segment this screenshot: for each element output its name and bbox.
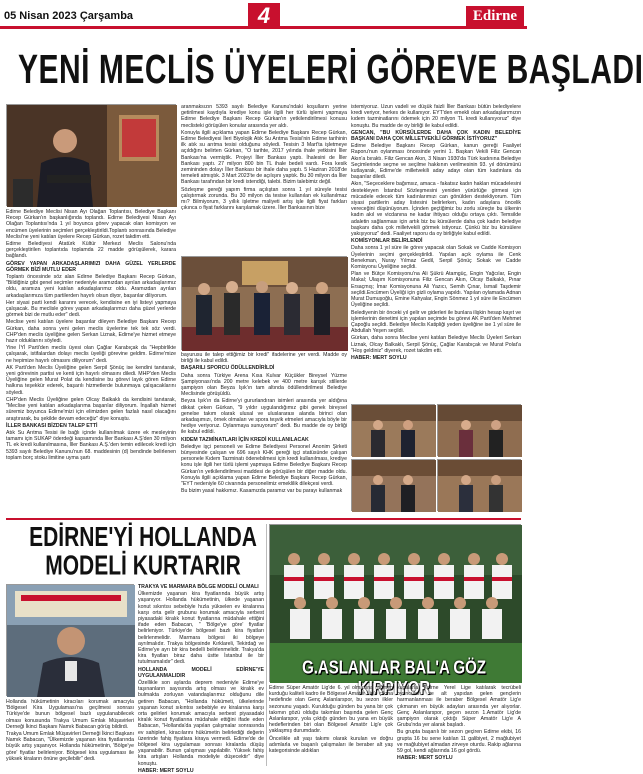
story2-title-line-1: EDİRNE'Yİ HOLLANDA [29, 522, 257, 553]
story1-paragraph: Belediyenin bir önceki yıl gelir ve giderleri ile bunlara ilişkin hesap kayıt ve işlemlerinin denetimi için yapılan seçimde bu görevi AK Parti'den Mehmet Çapoğlu seçildi. Belediye Meclis Katipliği yeden üyeliğine ise 1 yıl süre ile Abdullah Yeşen seçildi. [351, 309, 521, 335]
story1-subheading: İLLER BANKASI BİZDEN TALEP ETTİ [6, 422, 98, 429]
story1-paragraph: bayurusu ile talep ettiğimiz bir kredi" ifadelerine yer verdi. Madde oy birliği ile kabul edildi. [181, 352, 347, 365]
story1-paragraph: Belediye işçi personeli ve Edirne Belediyesi Personel Anonim Şirketi bünyesinde çalışan ve 696 sayılı KHK gereği işçi statüsünde çalışan personele Kıdem Tazminatı ödenebilmesi için kredi kullanılması, krediye konu işle ilgili her türlü işlemi yapmaya Edirne Belediye Başkanı Recep Gürkan'ın yetkilendirilmesi maddesi de görüşülen bir diğer madde oldu. Konuyla ilgili açıklama yapan Edirne Belediye Başkanı Recep Gürkan, "EYT nedeniyle 60 civarında personelimiz emeklilik dilekçesi verdi. [181, 443, 347, 488]
column-divider [266, 524, 267, 766]
story1-paragraph: Daha sonra 1 yıl süre ile görev yapacak olan Sokak ve Cadde Komisyon Üyelerinin seçimi gerçekleştirildi. Yapılan açık oylama ile Cenk Benekman, Nuray Yılmaz Gedil, Serpil Şönüç Sokak ve Cadde Komisyonu Üyeliğine seçildi. [351, 245, 521, 271]
story1-subheading: BAŞARILI SPORCU ÖDÜLLENDİRİLDİ [181, 365, 275, 372]
page-number: 4 [248, 3, 280, 29]
mayor-photo [6, 104, 176, 206]
council-group-photo-image [182, 257, 348, 351]
page-header [0, 0, 527, 30]
story1-subheading: GENCAN, "BU KÜRSÜLERDE DAHA ÇOK KADIN BELEDİYE BAŞKANI DAHA ÇOK MİLLETVEKİLİ GÖRMEK İSTİYORUZ" [351, 129, 521, 143]
story1-paragraph: Her siyasi parti kendi kararını verecek, kendisine en iyi listeyi yapmaya çalışacak. Bu meclisle görev yapan arkadaşlarımızı daha güzel yerlerde görmek bizi de mutlu eder" dedi. [6, 299, 176, 319]
newspaper-logo: Edirne [466, 6, 524, 26]
story1-paragraph: Akın, "Seçeceklere bağımsız, amaca - fakatsız kadın hakları mücadelesini destekleyen İstanbul Sözleşmesini yeniden yürürlüğe girmesi için mücadele edecek tüm kadınlarımızı can gönülden destekliyorum. Tüm siyasi partilerin aday listesini belirlerken, kadın adaylara öncelik vereceğini düşünüyorum. İçinden geçtiğimiz bu zorlu süreçte bu ülkenin kadın akıl ve vicdanına ne kadar ihtiyacı olduğu ortaya çıktı. Temsilde adaletin sağlanması için artık biz bu kürsülerde daha çok kadın belediye başkanı daha çok milletvekili görmek istiyoruz. Çünkü biz bu kürsülere yakışıyoruz" dedi. Faaliyet raporu da oy birliğiyle kabul edildi. [351, 181, 521, 238]
story1-paragraph: Bu bizim yasal hakkımız. Kasamızda paramız var bu parayı kullanmak [181, 488, 343, 495]
story1-paragraph: Gürkan, daha sonra Meclise yeni katılan Belediye Meclis Üyeleri Serkan Liznak, Olcay Balkaklı, Serpil Şönüç, Çağlar Karabıçak ve Murat Polat'a "Hoş geldiniz" diyerek, rozet takdim etti. [351, 335, 521, 354]
story2-column-2 [138, 584, 264, 774]
story1-column-2-top [181, 104, 347, 254]
story1-paragraph: Toplantı öncesinde söz alan Edirne Belediye Başkanı Recep Gürkan, "Bildiğiniz gibi genel seçimler nedeniyle aramızdan ayrılan arkadaşlarımız oldu, aramıza yeni katılan arkadaşlarımız oldu. Aramızdan ayrılan arkadaşlarımıza tüm partilerden hayırlı olsun diyor, başarılar diliyorum. [6, 274, 176, 299]
story1-photo-caption: Edirne Belediye Meclisi Nisan Ayı Olağan Toplantısı, Belediye Başkanı Recep Gürkan'ın başkanlığında toplandı. Edirne Belediyesi Nisan Ayı Olağan Toplantısı'nda 1 yıl boyunca görev yapacak olan komisyon ve encümen üyelerinin seçimleri gerçekleştirildi.Toplantı sonrasında Belediye Meclisi'ne yeni katılan üyelere Recep Gürkan, rozet takdim etti. [6, 209, 176, 240]
babacan-photo [6, 584, 134, 696]
story3-title: G.ASLANLAR BAL'A GÖZ KIRPIYOR [302, 658, 486, 699]
story3-paragraph: Edirne Süper Amatör Lig'de 6. yıl olmasına rağmen kurduğu kaliteli kadro ile Bölgesel Amatör Lig'e çıkma hedefinde olan Genç Aslanlarspor, bu sezon ilkler sezonunu yaşadı. Kurulduğu günden bu yana bir çok takımın gözü olduğu takımları başında gelen Genç Aslanlarspor, yola çıktığı günden bu yana en büyük hedeflerinden biri olan Bölgesel Amatör Lig'e çok yaklaşmış durumdadır. [269, 685, 393, 735]
story2-photo-caption: Hollanda hükümetinin kiracıları korumak amacıyla 'Bölgesel Kira Uygulaması'na geçilmesi sonrası Türkiye'de bunun bölgesel bazlı uygulanabilecek olması konusunda Trakya Umum Emlak Müşavirleri Derneği İkinci Başkanı Namık Babacan görüş bildirdi. [6, 699, 134, 730]
story2-paragraph: Trakya Umum Emlak Müşavirleri Derneği İkinci Başkanı Namık Babacan, "Ülkemizde yaşanan kira fiyatlarında büyük artış yaşanıyor. Hollanda hükümetinin, 'Bölge'ye göre' fiyatlar belirleniyor. Bölgesel kira uygulaması ile yüksek kiraların önüne geçilebilir" dedi. [6, 731, 134, 762]
story3-paragraph: Öncelikle alt yaşı takımı olarak kurulan ve doğru adımlarla ve başarılı çalışmaları ile beraber alt yaş kategorisinde aldıkları [269, 735, 393, 755]
issue-date: 05 Nisan 2023 Çarşamba [4, 10, 134, 22]
council-photo-small-3 [351, 459, 435, 511]
story2-title-line-2: MODELİ KURTARIR [45, 551, 241, 582]
story1-subheading: KIDEM TAZMİNATLARI İÇİN KREDİ KULLANILACAK [181, 436, 309, 443]
council-photo-small-4 [437, 459, 521, 511]
story2-paragraph: Özellikle son aylarda deprem nedeniyle Edirne'ye taşınanların sayısında artış olması ve kiralık ev bulmakta zorluyan vatandaşlarımız olduğunu dile getiren Babacan, "Hollanda hükümeti, ülkelerinde yaşanan konut sıkıntısı sebebiyle ev kiralarına karşı orta gelirleri korumak amacıyla serbest piyasadaki kiralık konut fiyatlarına müdahale ettiğini ifade eden Babacan, "Hollanda'da yapılan çalışmalar sonrasında ev sahipleri, kiracılarını hükümetin belirlediği değerin üzerinde fahiş fiyatlara kiraya vermedi. Edirne'de de bölgesel kira uygulaması sonrası kiralarda düşüş yaşanabilir. Bunun çalışması yapılabilir. Yüksek fahiş kira artışları Hollanda modeliyle düşecektir" diye konuştu. [138, 680, 264, 767]
story1-paragraph: Edirne Belediye Başkanı Recep Gürkan, kanun gereği Faaliyet Raporu'nun oylanması öncesinde yerini 1. Başkan Vekili Filiz Gencan Akın'a bıraktı. Filiz Gencan Akın, 3 Nisan 1930'da Türk kadınına Belediye Seçimlerinde seçme ve seçilme hakkının verilmesinin 93. yıl dönümünü kutlayarak, Edirne'de milletvekili aday adayı olan tüm kadınlara da başarılar diledi. [351, 143, 521, 181]
story3-column-1 [269, 685, 393, 766]
story2-title [8, 524, 278, 581]
story1-paragraph: istemiyoruz. Uzun vadeli ve düşük faizli İller Bankası bütün belediyelere kredi veriyor, herkes de kullanıyor. EYT'den emekli olan arkadaşlarımızın kıdem tazminatlarını ödemek için 20 milyon TL kredi kullanıyoruz" diye konuştu. Bu madde de oy birliği ile kabul edildi. [351, 104, 521, 129]
story3-column-2 [397, 685, 521, 766]
story1-paragraph: Konuyla ilgili açıklama yapan Edirne Belediye Başkanı Recep Gürkan, Edirne Belediyesi İleri Biyolojik Atık Su Arıtma Tesisi'nin Edirne tarihinin ilk atık su arıtma tesisi olduğunu söyledi. Tesisin 3 Mart'ta işletmeye açıldığını belirten Gürkan, "O tarihte, 2017 yılında ihale yetkisini İller Bankası'na vermiştik. Projeyi İller Bankası yaptı. İhalesini de İller Bankası yaptı. 27 milyon 800 bin TL ihale bedeli vardı. Fora kesik zemininden dolayı İller Bankası bir ihale daha yaptı. 5 Haziran 2018'de temeleti atmıştık. 3 Mart 2023'te de açılışını yaptık. Bu 30 milyon da İller Bankası tarafından bir kredi istendiği, talebi. Bizim talebimiz değil. [181, 129, 347, 186]
council-group-photo [181, 256, 347, 350]
story1-paragraph: Edirne Belediyesi Atatürk Kültür Merkezi Meclis Salonu'nda gerçekleştirilen toplantıda toplamda 22 madde görüşülerek, karara bağlandı. [6, 241, 176, 260]
story2-column-1 [6, 699, 134, 766]
story1-paragraph: aranmaksızın 5393 sayılı Belediye Kanunu'ndaki koşulların yerine getirilmesi kaydıyla krediye konu işle ilgili her türlü işlemi yapmaya Edirne Belediye Başkanı Recep Gürkan'ın yetkilendirilmesi konusu meclisteki görüşülen konular arasında yer aldı. [181, 104, 347, 129]
story1-paragraph: Sözleşme gereği yapım firma açılıştan sonra 1 yıl süreyle tesisi çalıştırmak zorunda. Bu 30 milyon da tesise kullanılan ek kullanılmaz mı? Bilmiyorum, 3 yıllık işletme maliyeti artış işle ilgili fiyat farkları çıkınca o fiyat farklarını karşılamak üzere. İller Bankasının bize [181, 186, 347, 212]
story3-paragraph: Bu grupta başarılı bir sezon geçiren Edirne ekibi, 16 grupta 16 bu sene katılan 11 galibiyet, 2 mağlubiyet ve mağlubiyet almadan zirveye oturdu. Rakip ağlarına 59 gol, kendi ağlarında 16 gol gördü. [397, 729, 521, 755]
story1-column-3 [351, 104, 521, 401]
mayor-photo-image [7, 105, 177, 207]
story1-column-2-bottom [181, 352, 347, 514]
story1-subheading: KOMİSYONLAR BELİRLENDİ [351, 238, 423, 245]
council-photo-small-1 [351, 404, 435, 456]
story2-paragraph: Ülkemizde yaşanan kira fiyatlarında büyük artış yaşanıyor. Hollanda hükümetinin, ülkede yaşanan konut sıkıntısı sebebiyle hızla yükselen ev kiralarına karşı orta gelir grubunu korumak amacıyla serbest piyasadaki kiralık konut fiyatlarına müdahale ettiğini ifade eden Babacan, " 'Bölge'ye göre' fiyatlar belirleniyor. Türkiye'de bölgesel bazlı kira fiyatları belirlenmelidir. Marmara bölgesi iki bölgeye ayrılmalıdır. Trakya bölgesinde Kırklareli, Tekirdağ ve Edirne'ye ayrı bir kira bedelli belirlenmelidir. Trakya'da kira fiyatları biraz daha üstte İstanbul ile bir tutulmamalıdır" dedi. [138, 591, 264, 666]
section-divider [6, 518, 521, 520]
council-photo-small-1-image [352, 405, 436, 457]
story1-paragraph: Yine İYİ Parti'den meclis üyesi olan Çağlar Karabıçak da "Hepbirlikte çalışarak, istifalardan dolayı meclis üyeliği görevine geldim. Edirne'mize ne hepimize hayırlı olmasını diliyorum" dedi. [6, 345, 176, 364]
story1-paragraph: CHP'den Meclis Üyeliğine gelen Olcay Balkaklı da kendisini tanıtarak, "Meclise yeni katılan arkadaşlarıma başarılar diliyorum. İnşallah hizmet süremiz boyunca Edirne'mizi için elimizden gelen fazlalı nasıl olacağını araştırarak, bu şekilde devam edeceğiz" diye konuştu. [6, 396, 176, 422]
story1-column-1 [6, 209, 176, 511]
council-photo-small-3-image [352, 460, 436, 512]
story2-subheading: TRAKYA VE MARMARA BÖLGE MODELİ OLMALI [138, 584, 259, 590]
council-photo-small-4-image [438, 460, 522, 512]
story2-byline: HABER: MERT SOYLU [138, 767, 194, 774]
council-photo-small-2-image [438, 405, 522, 457]
story3-paragraph: kupalarla Edirne Yerel Lige katılarak tecrübeli oyuncuları ve alt yapıdan gelen gençlerin harmanlanması ile beraber Bölgesel Amatör Lig'e çıkmanın en büyük adayları arasında yer alıyorlar. Genç Aslanlarspor, geçen sezon 1.Amatör Lig'de şampiyon olarak çıktığı Süper Amatör Lig'e A Grubu'nda yer alarak başladı. [397, 685, 521, 729]
story1-paragraph: Daha sonra Türkiye Arena Kısa Kulvar Küçükler Bireysel Yüzme Şampiyonası'nda 200 metre kelebek ve 400 metre karışık stillerde şampiyon olan Beyza Işık'ın tam altında ödüllendirilmesi Belediye Meclisinde görüşüldü. [181, 372, 347, 398]
story1-subheading: GÖREV YAPAN ARKADAŞLARIMIZI DAHA GÜZEL YERLERDE GÖRMEK BİZİ MUTLU EDER [6, 260, 176, 273]
council-photo-small-2 [437, 404, 521, 456]
main-headline: YENİ MECLİS ÜYELERİ GÖREVE BAŞLADI [18, 48, 643, 93]
story1-paragraph: Plan ve Bütçe Komisyonu'na Ali Şükrü Atamgüç, Engin Yağcılar, Engin Makal; Ulaşım Komisyonuna Filiz Gencan Akın, Olcay Balkaklı, Pınar Ersaçmış; İmar Komisyonuna Ali Yazıcı, Semih Çınar, İsmail Taşdemir seçildi.Encümen Üyeliği için gizli oylama yapıldı. Yapılan oylamada Adnan Murat Dumuşoğlu, Emine Kahyalar, Engin Sönmez 1 yıl süre ile Encümen Üyeliğine seçildi. [351, 271, 521, 309]
babacan-photo-image [7, 585, 135, 697]
story1-paragraph: Meclise yeni katılan üyelere başarılar dileyen Belediye Başkanı Recep Gürkan, daha sonra yeni gelen meclis üyelerine tek tek söz verdi. CHP'den meclis üyeliğine gelen Serkan Liznak, Edirne'ye hizmet etmeye hazır olduklarını söyledi. [6, 319, 176, 345]
story1-paragraph: AK Parti'den Meclis Üyeliğine gelen Serpil Şönüç ise kendini tanıtarak, yeni görevinin partisi ve kenti için hayırlı olmasını diledi. MHP'den Meclis Üyeliğine gelen Murat Polat da kendisine bu görevi layık gören Edirne halkına teşekkür ederek, başarılı hizmetlerde bulunmaya çalışacaklarını söyledi. [6, 364, 176, 396]
story1-byline: HABER: MERT SOYLU [351, 354, 407, 361]
story1-paragraph: Atık Su Arıtma Tesisi ile bağlı içinde kullanılmak üzere ek mesleyinin tamamı için SUKAP öderdeği kapsamında İller Bankası A.Ş'den 30 milyon TL ek kredi kullanılmasına, İller Bankası A.Ş.'den temin edilecek kredi için 5393 sayılı Belediye Kanunu'nun 68. maddesinin (d) bendinde belirlenen toplam borç stoku limitine uyma şartı [6, 429, 176, 461]
story3-byline: HABER: MERT SOYLU [397, 755, 453, 762]
story1-paragraph: Beyza Işık'ın da Edirne'yi gururlandıran isimleri arasında yer aldığına dikkat çeken Gürkan, "9 yıldır uygulandığımız gibi genek bireysel genelse takım olarak ulusal ve uluslararası alanda birinci olan arkadaşımızı, örnek olmaları ve spora teşvik etmeleri amacıyla böyle bir hediye veriyoruz. Oylanmaya sunuyorum" dedi. Bu madde de oy birliği ile kabul edildi. [181, 398, 347, 436]
story2-subheading: HOLLANDA MODELİ EDİRNE'YE UYGULANMALIDIR [138, 666, 264, 679]
